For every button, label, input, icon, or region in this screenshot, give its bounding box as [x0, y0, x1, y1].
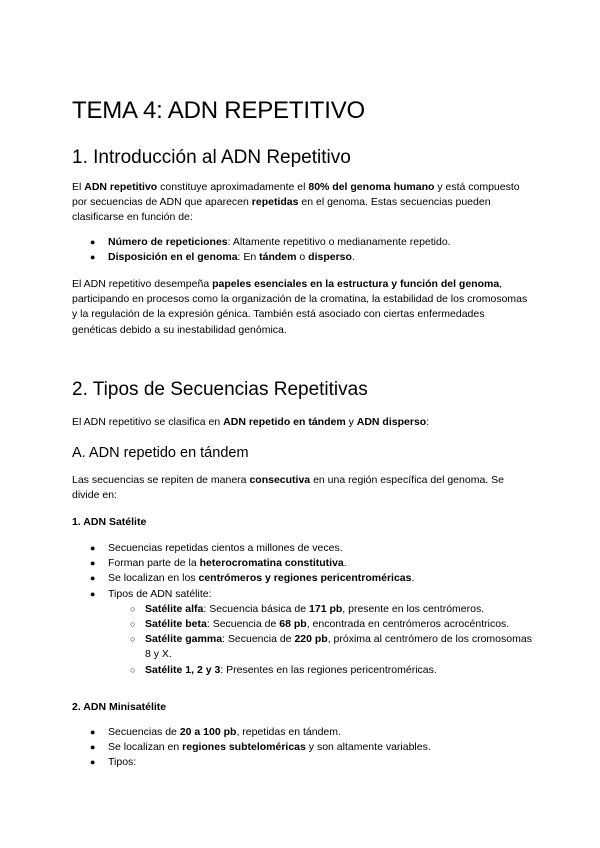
- bullet-icon: ●: [90, 558, 96, 569]
- tandem-paragraph: Las secuencias se repiten de manera consecutiva en una región específica del genoma. Se divide en:: [72, 474, 504, 502]
- satellite-bullet-list: [72, 541, 532, 678]
- bullet-icon: ○: [130, 603, 136, 614]
- heading-minisatellite-dna: 2. ADN Minisatélite: [72, 701, 167, 713]
- bullet-icon: ●: [90, 237, 96, 247]
- subsection-heading-tandem: A. ADN repetido en tándem: [72, 445, 249, 461]
- list-item: ○ Satélite beta: Secuencia de 68 pb, encontrada en centrómeros acrocéntricos.: [108, 617, 532, 632]
- bullet-icon: ○: [130, 619, 136, 630]
- list-item: ● Secuencias de 20 a 100 pb, repetidas en tándem.: [72, 725, 532, 740]
- document-title: TEMA 4: ADN REPETITIVO: [72, 97, 365, 124]
- bullet-icon: ○: [130, 634, 136, 645]
- bullet-icon: ●: [90, 573, 96, 584]
- bullet-icon: ●: [90, 543, 96, 553]
- list-item: ● Se localizan en los centrómeros y regiones pericentroméricas.: [72, 571, 532, 586]
- heading-satellite-dna: 1. ADN Satélite: [72, 516, 147, 528]
- satellite-types-sublist: [108, 602, 532, 678]
- list-item: ● Tipos:: [72, 755, 532, 770]
- list-item: ● Disposición en el genoma: En tándem o disperso.: [72, 250, 532, 265]
- bullet-icon: ●: [90, 727, 96, 737]
- bullet-icon: ●: [90, 252, 96, 263]
- intro-paragraph-1: El ADN repetitivo constituye aproximadamente el 80% del genoma humano y está compuesto por secuencias de ADN que aparecen repetidas en el genoma. Estas secuencias pueden clasificarse en función de:: [72, 181, 520, 224]
- intro-paragraph-2: El ADN repetitivo desempeña papeles esenciales en la estructura y función del genoma, participando en procesos como la organización de la cromatina, la estabilidad de los cromosomas y la regulación de la expresión génica. También está asociado con ciertas enfermedades genéticas debido a su inestabilidad genómica.: [72, 278, 528, 336]
- list-item: ● Tipos de ADN satélite: ○ Satélite alfa: Secuencia básica de 171 pb, presente en los centrómeros. ○ Satélite beta: Secuencia de 68 pb, encontrada en centrómeros acrocéntricos. ○ Satélite gamma: Secuencia de 220 pb, próxima al centrómero de los cromosomas 8 y X. ○ Satélite 1, 2 y 3: Presentes en las regiones pericentroméricas.: [72, 587, 532, 678]
- list-item: ● Forman parte de la heterocromatina constitutiva.: [72, 556, 532, 571]
- list-item: ● Se localizan en regiones subteloméricas y son altamente variables.: [72, 740, 532, 755]
- list-item: ○ Satélite gamma: Secuencia de 220 pb, próxima al centrómero de los cromosomas 8 y X.: [130, 633, 532, 661]
- bullet-icon: ●: [90, 588, 96, 599]
- intro-bullet-list: [72, 235, 532, 265]
- types-paragraph: El ADN repetitivo se clasifica en ADN repetido en tándem y ADN disperso:: [72, 416, 430, 428]
- bullet-icon: ○: [130, 664, 136, 675]
- section-heading-intro: 1. Introducción al ADN Repetitivo: [72, 147, 351, 168]
- list-item: ○ Satélite 1, 2 y 3: Presentes en las regiones pericentroméricas.: [108, 663, 532, 678]
- bullet-icon: ●: [90, 757, 96, 768]
- bullet-icon: ●: [90, 742, 96, 753]
- minisatellite-bullet-list: [72, 725, 532, 771]
- section-heading-types: 2. Tipos de Secuencias Repetitivas: [72, 379, 368, 400]
- list-item: ○ Satélite alfa: Secuencia básica de 171 pb, presente en los centrómeros.: [108, 602, 532, 617]
- list-item: ● Secuencias repetidas cientos a millones de veces.: [72, 541, 532, 556]
- list-item: ● Número de repeticiones: Altamente repetitivo o medianamente repetido.: [72, 235, 532, 250]
